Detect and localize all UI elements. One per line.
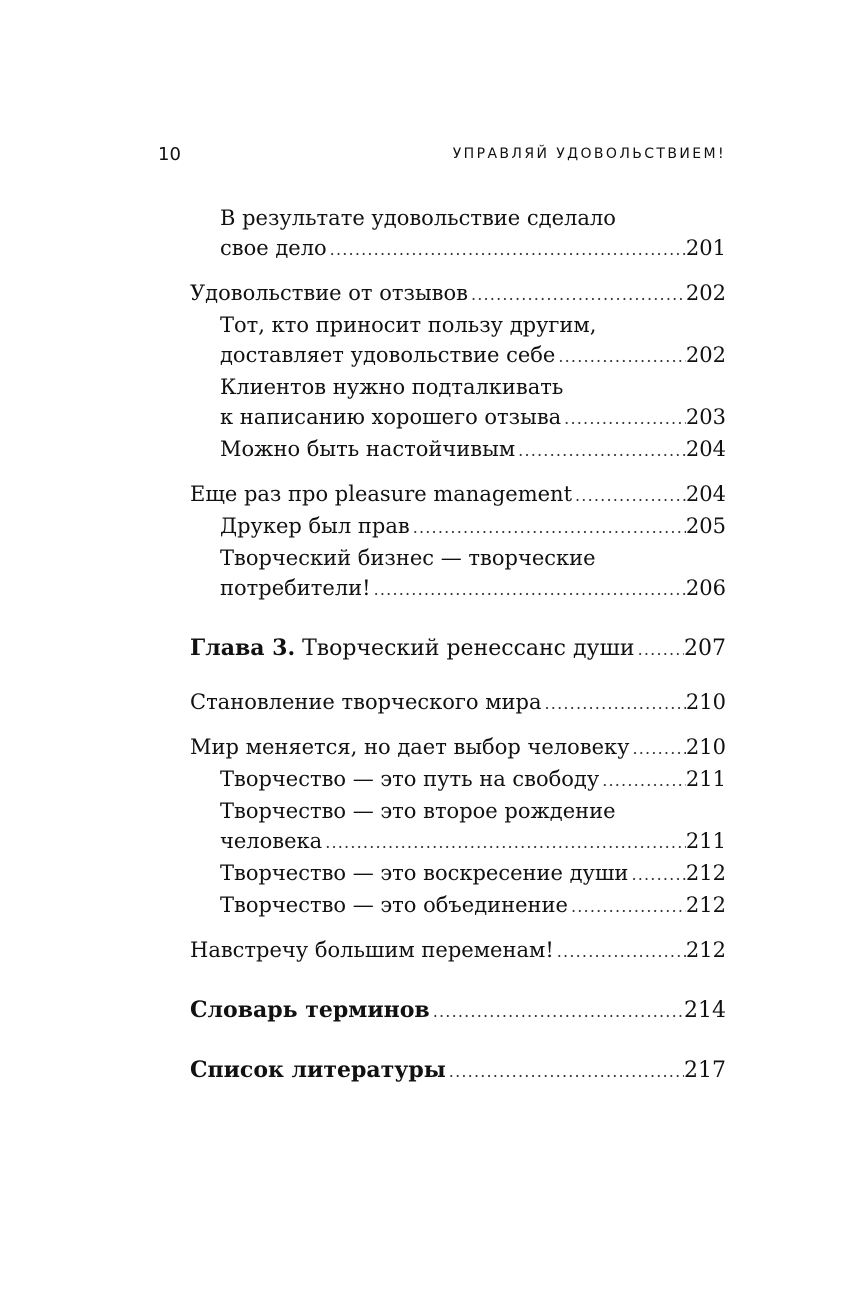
toc-entry-line <box>220 573 726 605</box>
dot-leader <box>542 689 686 719</box>
toc-entry-line <box>190 995 726 1027</box>
dot-leader <box>599 766 686 796</box>
toc-entry-title-continued: человека <box>220 829 323 853</box>
toc-entry-title: Творческий бизнес — творческие <box>220 546 596 570</box>
dot-leader <box>410 513 686 543</box>
dot-leader <box>561 404 686 434</box>
toc-entry-line <box>190 732 726 764</box>
toc-entry-title: Творчество — это второе рождение <box>220 799 616 823</box>
dot-leader <box>554 937 686 967</box>
toc-page-number: 202 <box>685 343 726 367</box>
toc-page-number: 211 <box>685 767 726 791</box>
toc-page-number: 211 <box>685 829 726 853</box>
toc-page-number: 203 <box>685 405 726 429</box>
toc-entry-line <box>190 687 726 719</box>
toc-entry <box>190 278 726 310</box>
dot-leader <box>371 575 686 605</box>
toc-entry <box>190 890 726 922</box>
toc-entry-line <box>190 479 726 511</box>
book-title: УПРАВЛЯЙ УДОВОЛЬСТВИЕМ! <box>452 146 726 162</box>
toc-entry-title: В результате удовольствие сделало <box>220 206 616 230</box>
toc-entry <box>190 1055 726 1087</box>
dot-leader <box>322 828 686 858</box>
toc-entry-line <box>190 633 726 665</box>
toc-entry-line <box>220 233 726 265</box>
chapter-label: Глава 3. <box>190 635 296 661</box>
toc-entry-line <box>190 278 726 310</box>
dot-leader <box>515 436 686 466</box>
toc-entry-title-continued: доставляет удовольствие себе <box>220 343 556 367</box>
toc-entry-line <box>220 402 726 434</box>
section-title: Список литературы <box>190 1057 446 1083</box>
dot-leader <box>572 481 686 511</box>
toc-entry-title-continued: к написанию хорошего отзыва <box>220 405 562 429</box>
toc-entry <box>190 858 726 890</box>
toc-entry <box>190 796 726 858</box>
toc-page-number: 204 <box>685 482 726 506</box>
toc-entry-text: Творчество — это путь на свободу <box>220 767 600 791</box>
toc-entry-title <box>220 511 410 541</box>
toc-entry-text: Друкер был прав <box>220 514 410 538</box>
toc-page-number: 202 <box>685 281 726 305</box>
toc-entry <box>190 310 726 372</box>
toc-entry <box>190 995 726 1027</box>
dot-leader <box>629 734 685 764</box>
toc-entry-text: Творчество — это объединение <box>220 893 568 917</box>
toc-entry-line <box>220 826 726 858</box>
toc-entry-text: Еще раз про pleasure management <box>190 482 573 506</box>
toc-entry <box>190 434 726 466</box>
toc-entry-title-continued: свое дело <box>220 236 327 260</box>
table-of-contents <box>190 203 726 1087</box>
toc-entry-title <box>220 573 371 603</box>
toc-entry-text: Творчество — это воскресение души <box>220 861 629 885</box>
toc-entry-title <box>190 633 635 664</box>
dot-leader <box>568 892 686 922</box>
toc-entry-text: Мир меняется, но дает выбор человеку <box>190 735 630 759</box>
toc-entry <box>190 543 726 605</box>
toc-entry-title <box>220 826 322 856</box>
dot-leader <box>430 997 684 1027</box>
dot-leader <box>628 860 685 890</box>
toc-entry-line <box>190 935 726 967</box>
toc-entry-title <box>190 1055 446 1086</box>
toc-entry <box>190 687 726 719</box>
dot-leader <box>635 635 684 665</box>
running-head <box>158 144 726 168</box>
dot-leader <box>468 280 686 310</box>
toc-entry-title <box>220 233 327 263</box>
toc-entry-title <box>220 890 568 920</box>
dot-leader <box>327 235 686 265</box>
toc-entry <box>190 203 726 265</box>
toc-entry-title <box>220 764 599 794</box>
page-number: 10 <box>158 144 181 165</box>
toc-entry <box>190 511 726 543</box>
toc-entry <box>190 732 726 764</box>
toc-entry-line <box>220 858 726 890</box>
toc-entry <box>190 633 726 665</box>
toc-entry-title <box>220 434 515 464</box>
toc-entry-text: Удовольствие от отзывов <box>190 281 468 305</box>
toc-entry-title <box>190 732 629 762</box>
section-title: Словарь терминов <box>190 997 430 1023</box>
toc-page-number: 201 <box>685 236 726 260</box>
toc-entry-text: Навстречу большим переменам! <box>190 938 554 962</box>
toc-entry-title <box>190 687 542 717</box>
toc-page-number: 207 <box>684 636 726 661</box>
toc-entry-line <box>220 434 726 466</box>
toc-entry-title-continued: потребители! <box>220 576 371 600</box>
toc-page-number: 217 <box>684 1058 726 1083</box>
toc-entry-line <box>220 764 726 796</box>
toc-entry-title <box>220 340 555 370</box>
toc-page-number: 205 <box>685 514 726 538</box>
toc-entry-text: Становление творческого мира <box>190 690 542 714</box>
toc-entry <box>190 764 726 796</box>
toc-page-number: 210 <box>685 690 726 714</box>
toc-entry-title <box>190 935 554 965</box>
toc-entry-text: Можно быть настойчивым <box>220 437 516 461</box>
dot-leader <box>446 1057 684 1087</box>
toc-entry-title <box>220 858 628 888</box>
toc-entry-line <box>220 340 726 372</box>
toc-entry-title <box>220 402 561 432</box>
toc-entry-line <box>220 890 726 922</box>
toc-page-number: 214 <box>684 998 726 1023</box>
toc-entry-title <box>190 479 572 509</box>
toc-page-number: 206 <box>685 576 726 600</box>
toc-page-number: 212 <box>685 861 726 885</box>
toc-entry-text: Творческий ренессанс души <box>295 636 635 661</box>
toc-entry-title: Клиентов нужно подталкивать <box>220 375 564 399</box>
dot-leader <box>555 342 686 372</box>
toc-page-number: 212 <box>685 938 726 962</box>
toc-entry <box>190 372 726 434</box>
toc-entry-title: Тот, кто приносит пользу другим, <box>220 313 597 337</box>
toc-entry <box>190 935 726 967</box>
toc-page-number: 210 <box>685 735 726 759</box>
toc-entry-title <box>190 278 468 308</box>
toc-entry-line <box>220 511 726 543</box>
toc-entry-line <box>190 1055 726 1087</box>
toc-page-number: 212 <box>685 893 726 917</box>
toc-entry-title <box>190 995 430 1026</box>
toc-entry <box>190 479 726 511</box>
toc-page-number: 204 <box>685 437 726 461</box>
